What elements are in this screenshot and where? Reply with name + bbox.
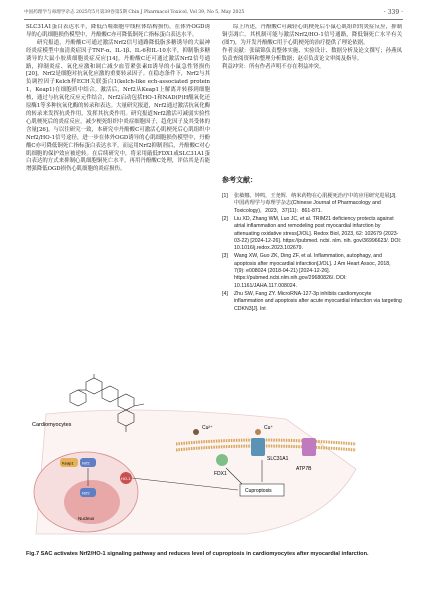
slc31a1-label: SLC31A1 [267,456,289,462]
cu2-label: Cu²⁺ [202,425,213,431]
nrf2-nuclear-label: Nrf2 [82,490,90,496]
keap1-label: Keap1 [62,460,74,466]
reference-text: Liu XD, Zhang WM, Luo JC, et al. TRIM21 deficiency protects against atrial inflammation and remodeling post myocardial infarction by attenuating oxidative stress[J/OL]. Redox Biol, 2023, 62: 102679 (2023-03-22) [2024-12-26]. https://pubmed. ncbi. nlm. nih. gov/36996623/. DOI: 10.1016/j.redox.2023.102679. [234,215,402,252]
paragraph: SLC31A1蛋白表达水平，降低凸噬细胞中线粒体结构损伤。在体外OGD诱导的心肌细胞损伤模型中，丹酚酸C亦可降低铜死亡指标蛋白表达水平。 [26,24,210,38]
reference-text: 张敏娜，钟鸣，王尧辉．纳米药物在心肌梗死治疗中的应用研究进展[J]．中国药理学与毒理学杂志(Chinese Journal of Pharmacology and Toxicology)，2023，37(11)：861-871. [234,193,401,214]
reference-text: Wang XW, Guo ZK, Ding ZF, et al. Inflammation, autophagy, and apoptosis after myocardial infarction[J/OL]. J Am Heart Assoc, 2018, 7(9): e008024 (2018-04-21) [2024-12-26]. https://pubmed.ncbi.nlm.nih.gov/29680826/. DOI: 10.1161/JAHA.117.008024. [234,253,391,289]
cardiomyocytes-label: Cardiomyocytes [32,422,72,428]
cu-ion-icon [255,429,261,435]
fdx1-label: FDX1 [214,471,227,477]
header-rule [24,19,403,20]
reference-item [222,193,402,215]
page-number: · 339 · [383,8,403,16]
fdx1-protein-icon [216,454,228,466]
reference-number: [1] [222,193,228,199]
references-list [222,193,402,314]
running-header [24,6,403,18]
cu2-ion-icon [193,429,199,435]
reference-number: [4] [222,290,228,297]
mechanism-figure [26,374,402,540]
cuproptosis-label: Cuproptosis [245,488,272,494]
paragraph: 研究报道，丹酚酸C可通过激活Nrf2信号通路降低脂多糖诱导的大鼠神经炎症模型中血清炎症因子TNF-α、IL-1β、IL-6和IL-10水平，抑制脂多糖诱导的大鼠小胶质细胞炎症反应[14]。丹酚酸C还可通过激活Nrf2信号通路，抑制炎症、氧化应激和调亡减少血管紧张素II诱导的小鼠急性肾损伤[20]。Nrf2是细胞对抗氧化应激的重要转录因子。在稳态条件下，Nrf2与其负调控因子Kelch样ECH关联蛋白1(kelch-like ech-associated protein 1，Keap1)在细胞质中结合。激活后，Nrf2从Keap1上解离并转移到细胞核，通过与抗氧化反应元件结合，Nrf2启动包括HO-1和NAD(P)H醌氧化还原酶1等多种抗氧化酶的转录和表达。大量研究报道，Nrf2通过激活抗氧化酶的转录来发挥抗炎作用，发挥其抗炎作用。研究报道Nrf2激活可减弱实验性心肌梗死后的炎症反应，减少梗死组织中炎症细胞因子，趋化因子及其受体的含量[26]。与以往研究一致，本研究中丹酚酸C可激活心肌梗死后心肌组织中Nrf2/HO-1信号途径，进一步在体外OGD诱导的心肌细胞损伤模型中，丹酚酸C亦可降低铜死亡指标蛋白表达水平，而运用Nrf2抑制剂后，丹酚酸C对心肌细胞的保护效应被逆转。在后续研究中，将采用敲低FDX1或SLC31A1蛋白表达的方式来抑制心肌细胞铜死亡水平，再用丹酚酸C处理，评估其是否能增强降低OGD损伤心肌细胞的炎症损伤。 [26,39,210,173]
journal-line: 中国药理学与毒理学杂志 2025年5月第39卷第5期 Chin J Pharmacol Toxicol, Vol 39, No 5, May 2025 [24,10,245,15]
reference-number: [2] [222,215,228,222]
ho1-label: HO-1 [121,476,131,481]
conflict-statement: 利益冲突：所有作者声明不存在利益冲突。 [222,63,325,70]
atp7b-label: ATP7B [296,466,312,472]
paragraph: 综上所述，丹酚酸C可减轻心肌梗死后小鼠心肌组织的炎症反应，抑制铜引凋亡。其机制可能与激活Nrf2/HO-1信号通路，降低铜死亡水平有关(图7)，为开发丹酚酸C用于心肌梗死的治疗提供了理论依据。 [222,24,402,46]
body-left-column [26,24,210,368]
reference-item [222,291,402,313]
nrf2-label: Nrf2 [82,460,90,466]
nucleus-label: Nucleus [78,516,95,521]
cu-label: Cu⁺ [264,425,274,431]
figure-caption: Fig.7 SAC activates Nrf2/HO-1 signaling pathway and reduces level of cuproptosis in cardiomyocytes after myocardial infarction. [26,551,369,557]
references-heading: 参考文献： [222,176,257,184]
reference-item [222,253,402,290]
reference-text: Zhu SW, Fang ZY. MicroRNA-127-3p inhibits cardiomyocyte inflammation and apoptosis after acute myocardial infarction via targeting CDKN3[J]. Int [234,290,402,312]
atp7b-transporter-icon [302,438,316,456]
body-right-column [222,24,402,118]
reference-number: [3] [222,253,228,260]
author-contribution: 作者贡献：张瑞锦负责整体实施、实验设计、数据分析及论文撰写；孙燕凤负责查阅资料和整理分析数据；赵卓负责论文审阅及指导。 [222,47,402,62]
slc31a1-transporter-icon [251,438,265,456]
reference-item [222,216,402,253]
